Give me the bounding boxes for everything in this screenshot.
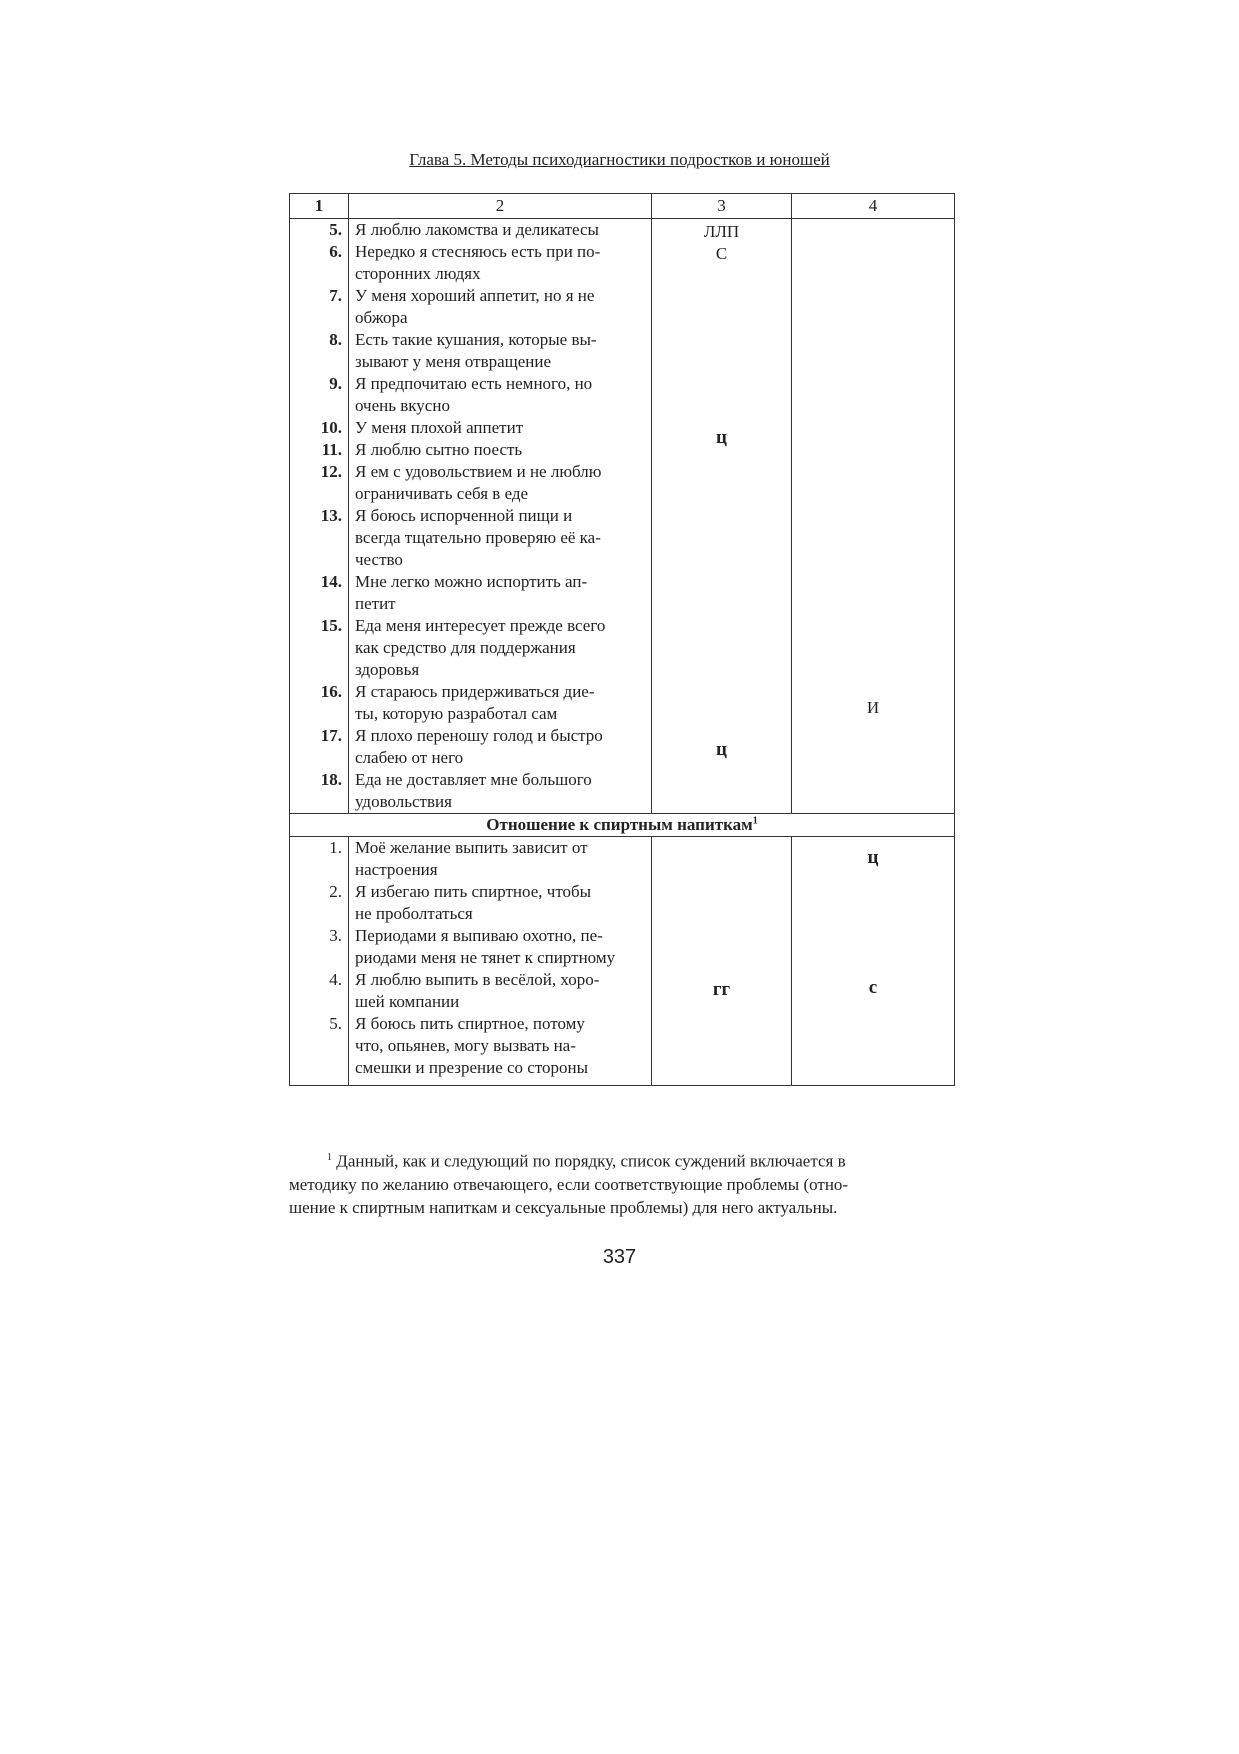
food-item-line: ограничивать себя в еде <box>355 484 529 503</box>
alcohol-item-line: Я люблю выпить в весёлой, хоро- <box>355 970 600 989</box>
alcohol-item-number: 4. <box>329 970 342 989</box>
food-item-line: У меня плохой аппетит <box>355 418 524 437</box>
questionnaire-table <box>289 193 955 1086</box>
food-item-line: Я люблю лакомства и деликатесы <box>355 220 599 239</box>
food-item-line: Я плохо переношу голод и быстро <box>355 726 603 745</box>
food-item-number: 16. <box>320 682 342 701</box>
food-item-line: Еда не доставляет мне большого <box>355 770 592 789</box>
food-item-line: Я ем с удовольствием и не люблю <box>355 462 602 481</box>
food-item-number: 9. <box>329 374 342 393</box>
column-header-3: 3 <box>652 194 792 219</box>
footnote-line-2: методику по желанию отвечающего, если соответствующие проблемы (отно- <box>289 1174 849 1194</box>
food-item-number: 13. <box>320 506 342 525</box>
food-item-line: обжора <box>355 308 408 327</box>
marker-gg: гг <box>712 979 731 1000</box>
column-header-4: 4 <box>792 194 955 219</box>
food-item <box>355 439 651 461</box>
section-footnote-mark: 1 <box>752 815 758 827</box>
food-item-line: удовольствия <box>355 792 452 811</box>
alcohol-item-line: что, опьянев, могу вызвать на- <box>355 1036 576 1055</box>
marker-ts-2: ц <box>716 739 727 760</box>
alcohol-item-line: риодами меня не тянет к спиртному <box>355 948 616 967</box>
alcohol-item-number: 5. <box>329 1014 342 1033</box>
alcohol-item-line: Я боюсь пить спиртное, потому <box>355 1014 585 1033</box>
food-item-line: Я предпочитаю есть немного, но <box>355 374 593 393</box>
alcohol-items-row <box>290 837 955 1086</box>
food-item <box>355 373 651 417</box>
marker-s: С <box>715 244 728 263</box>
food-item-line: У меня хороший аппетит, но я не <box>355 286 595 305</box>
food-items-row <box>290 219 955 814</box>
footnote-mark: 1 <box>327 1152 332 1163</box>
food-item-number: 15. <box>320 616 342 635</box>
food-item-line: Я люблю сытно поесть <box>355 440 523 459</box>
food-item <box>355 285 651 329</box>
running-header: Глава 5. Методы психодиагностики подростков и юношей <box>409 150 830 169</box>
alcohol-item-number: 2. <box>329 882 342 901</box>
food-item-number: 6. <box>329 242 342 261</box>
footnote-line-1 <box>289 1146 954 1173</box>
food-item-line: Я боюсь испорченной пищи и <box>355 506 573 525</box>
alcohol-item <box>355 969 651 1013</box>
alcohol-item <box>355 925 651 969</box>
footnote-line-3: шение к спиртным напиткам и сексуальные проблемы) для него актуальны. <box>289 1197 838 1217</box>
alcohol-item-line: не проболтаться <box>355 904 473 923</box>
food-item-line: чество <box>355 550 403 569</box>
section-row <box>290 814 955 837</box>
food-item <box>355 461 651 505</box>
food-item-line: здоровья <box>355 660 420 679</box>
alcohol-item-texts <box>349 837 652 1086</box>
section-title-cell <box>290 814 955 837</box>
food-item-line: сторонних людях <box>355 264 481 283</box>
food-item-number: 12. <box>320 462 342 481</box>
footnote <box>289 1146 954 1219</box>
column-header-2: 2 <box>349 194 652 219</box>
food-item-line: петит <box>355 594 396 613</box>
alcohol-item <box>355 1013 651 1079</box>
footnote-text-1: Данный, как и следующий по порядку, список суждений включается в <box>336 1151 846 1171</box>
food-item-line: очень вкусно <box>355 396 450 415</box>
food-item <box>355 725 651 769</box>
table-header-row <box>290 194 955 219</box>
alcohol-item <box>355 881 651 925</box>
food-item-line: Есть такие кушания, которые вы- <box>355 330 597 349</box>
alcohol-item <box>355 837 651 881</box>
food-item <box>355 505 651 571</box>
food-item-numbers <box>290 219 349 814</box>
food-item <box>355 571 651 615</box>
food-item <box>355 681 651 725</box>
food-item <box>355 417 651 439</box>
food-scale-column-3 <box>652 219 792 814</box>
food-item-number: 17. <box>320 726 342 745</box>
page-number: 337 <box>602 1246 637 1268</box>
alcohol-item-line: Я избегаю пить спиртное, чтобы <box>355 882 592 901</box>
food-item-line: всегда тщательно проверяю её ка- <box>355 528 601 547</box>
food-item-line: Еда меня интересует прежде всего <box>355 616 606 635</box>
food-item-number: 5. <box>329 220 342 239</box>
food-item <box>355 329 651 373</box>
marker-i: И <box>866 698 880 717</box>
food-item-number: 7. <box>329 286 342 305</box>
food-item-number: 8. <box>329 330 342 349</box>
food-item-texts <box>349 219 652 814</box>
alcohol-item-line: настроения <box>355 860 438 879</box>
food-item-line: Нередко я стесняюсь есть при по- <box>355 242 601 261</box>
alcohol-scale-column-4 <box>792 837 955 1086</box>
alcohol-item-line: Периодами я выпиваю охотно, пе- <box>355 926 603 945</box>
food-item-line: как средство для поддержания <box>355 638 576 657</box>
alcohol-item-line: шей компании <box>355 992 460 1011</box>
alcohol-item-line: смешки и презрение со стороны <box>355 1058 589 1077</box>
section-title: Отношение к спиртным напиткам <box>486 815 753 834</box>
marker-s-alcohol: с <box>868 977 878 998</box>
alcohol-item-number: 3. <box>329 926 342 945</box>
food-item-number: 14. <box>320 572 342 591</box>
food-item-line: зывают у меня отвращение <box>355 352 552 371</box>
alcohol-scale-column-3 <box>652 837 792 1086</box>
food-item <box>355 219 651 241</box>
food-item-line: ты, которую разработал сам <box>355 704 558 723</box>
marker-ts-1: ц <box>716 427 727 448</box>
food-item-number: 18. <box>320 770 342 789</box>
food-item-line: Я стараюсь придерживаться дие- <box>355 682 595 701</box>
marker-llp: ЛЛП <box>703 222 740 241</box>
food-item-line: Мне легко можно испортить ап- <box>355 572 588 591</box>
alcohol-item-line: Моё желание выпить зависит от <box>355 838 588 857</box>
food-item <box>355 769 651 813</box>
alcohol-item-numbers <box>290 837 349 1086</box>
column-header-1: 1 <box>290 194 349 219</box>
food-item-line: слабею от него <box>355 748 464 767</box>
marker-ts-alcohol: ц <box>867 847 879 868</box>
alcohol-item-number: 1. <box>329 838 342 857</box>
food-item <box>355 241 651 285</box>
food-item-number: 11. <box>321 440 342 459</box>
food-scale-column-4 <box>792 219 955 814</box>
food-item-number: 10. <box>320 418 342 437</box>
food-item <box>355 615 651 681</box>
